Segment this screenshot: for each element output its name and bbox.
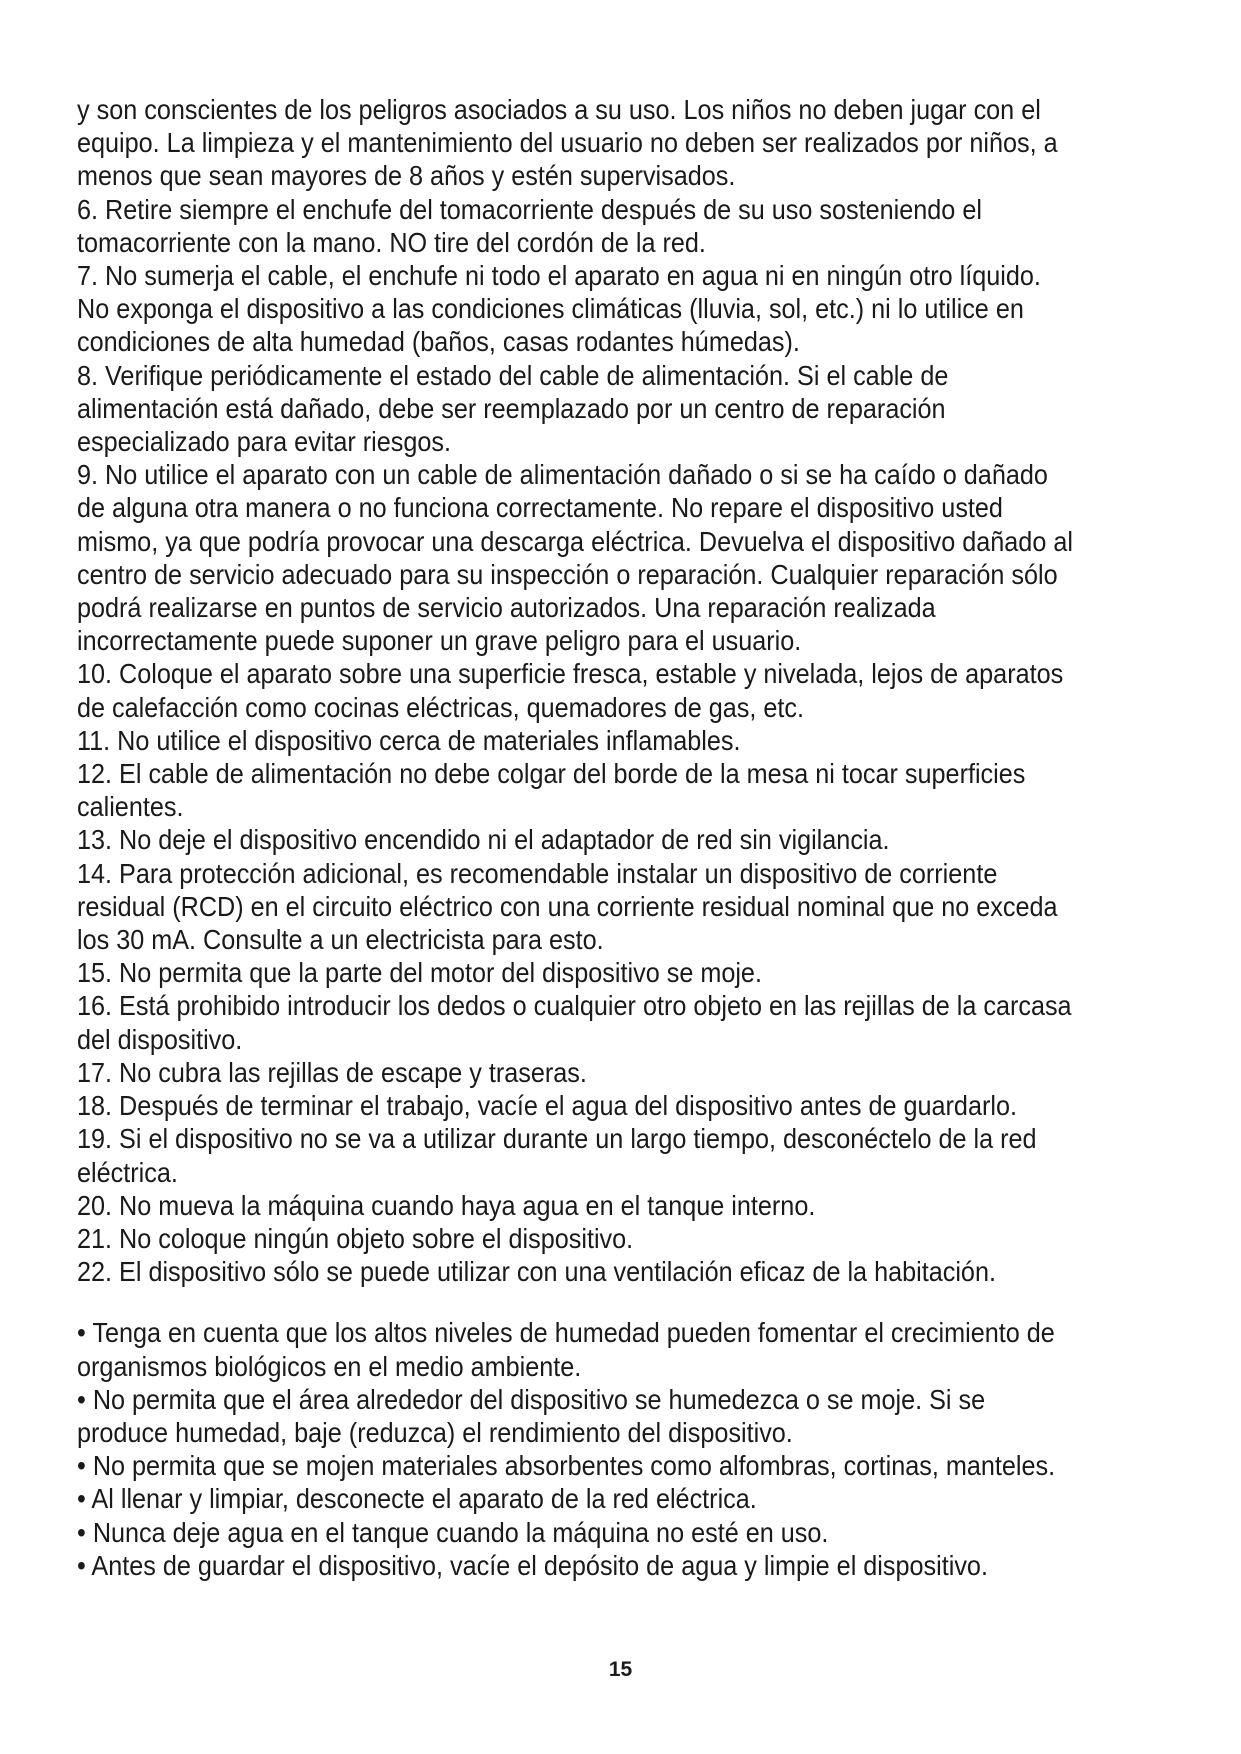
safety-item-15: 15. No permita que la parte del motor del dispositivo se moje. xyxy=(77,957,762,989)
safety-item-22: 22. El dispositivo sólo se puede utilizar con una ventilación eficaz de la habitación. xyxy=(77,1256,996,1288)
safety-item-17: 17. No cubra las rejillas de escape y traseras. xyxy=(77,1056,587,1088)
safety-item-11: 11. No utilice el dispositivo cerca de materiales inflamables. xyxy=(77,724,741,756)
safety-item-14: 14. Para protección adicional, es recomendable instalar un dispositivo de corriente residual (RCD) en el circuito eléctrico con una corriente residual nominal que no exceda los 30 mA. Consulte a un electricista para esto. xyxy=(77,857,1058,956)
safety-item-21: 21. No coloque ningún objeto sobre el dispositivo. xyxy=(77,1222,634,1254)
safety-item-9: 9. No utilice el aparato con un cable de alimentación dañado o si se ha caído o dañado de alguna otra manera o no funciona correctamente. No repare el dispositivo usted mismo, ya que podría provocar una descarga eléctrica. Devuelva el dispositivo dañado al centro de servicio adecuado para su inspección o reparación. Cualquier reparación sólo podrá realizarse en puntos de servicio autorizados. Una reparación realizada incorrectamente puede suponer un grave peligro para el usuario. xyxy=(77,459,1073,657)
safety-item-19: 19. Si el dispositivo no se va a utilizar durante un largo tiempo, desconéctelo de la red eléctrica. xyxy=(77,1123,1037,1188)
safety-item-6: 6. Retire siempre el enchufe del tomacorriente después de su uso sosteniendo el tomacorriente con la mano. NO tire del cordón de la red. xyxy=(77,193,982,258)
bullet-water-tank: • Nunca deje agua en el tanque cuando la máquina no esté en uso. xyxy=(77,1516,829,1548)
safety-item-13: 13. No deje el dispositivo encendido ni el adaptador de red sin vigilancia. xyxy=(77,824,890,856)
safety-item-8: 8. Verifique periódicamente el estado del cable de alimentación. Si el cable de alimentación está dañado, debe ser reemplazado por un centro de reparación especializado para evitar riesgos. xyxy=(77,359,949,458)
section-spacer xyxy=(77,1288,1078,1316)
safety-item-18: 18. Después de terminar el trabajo, vacíe el agua del dispositivo antes de guardarlo. xyxy=(77,1090,1017,1122)
safety-item-20: 20. No mueva la máquina cuando haya agua en el tanque interno. xyxy=(77,1189,816,1221)
safety-item-12: 12. El cable de alimentación no debe colgar del borde de la mesa ni tocar superficies calientes. xyxy=(77,758,1026,823)
safety-item-10: 10. Coloque el aparato sobre una superficie fresca, estable y nivelada, lejos de aparatos de calefacción como cocinas eléctricas, quemadores de gas, etc. xyxy=(77,658,1064,723)
bullet-humidity-organisms: • Tenga en cuenta que los altos niveles de humedad pueden fomentar el crecimiento de organismos biológicos en el medio ambiente. xyxy=(77,1317,1055,1382)
bullet-disconnect: • Al llenar y limpiar, desconecte el aparato de la red eléctrica. xyxy=(77,1483,757,1515)
page-number: 15 xyxy=(608,1658,633,1681)
safety-item-16: 16. Está prohibido introducir los dedos o cualquier otro objeto en las rejillas de la carcasa del dispositivo. xyxy=(77,990,1072,1055)
paragraph-intro: y son conscientes de los peligros asociados a su uso. Los niños no deben jugar con el equipo. La limpieza y el mantenimiento del usuario no deben ser realizados por niños, a menos que sean mayores de 8 años y estén supervisados. xyxy=(77,94,1058,192)
page-body xyxy=(77,93,1078,1582)
bullet-absorbent-materials: • No permita que se mojen materiales absorbentes como alfombras, cortinas, manteles. xyxy=(77,1450,1056,1482)
bullet-area-wet: • No permita que el área alrededor del dispositivo se humedezca o se moje. Si se produce humedad, baje (reduzca) el rendimiento del dispositivo. xyxy=(77,1383,986,1448)
bullet-before-storing: • Antes de guardar el dispositivo, vacíe el depósito de agua y limpie el dispositivo. xyxy=(77,1549,988,1581)
safety-item-7: 7. No sumerja el cable, el enchufe ni todo el aparato en agua ni en ningún otro líquido. No exponga el dispositivo a las condiciones climáticas (lluvia, sol, etc.) ni lo utilice en condiciones de alta humedad (baños, casas rodantes húmedas). xyxy=(77,260,1041,358)
